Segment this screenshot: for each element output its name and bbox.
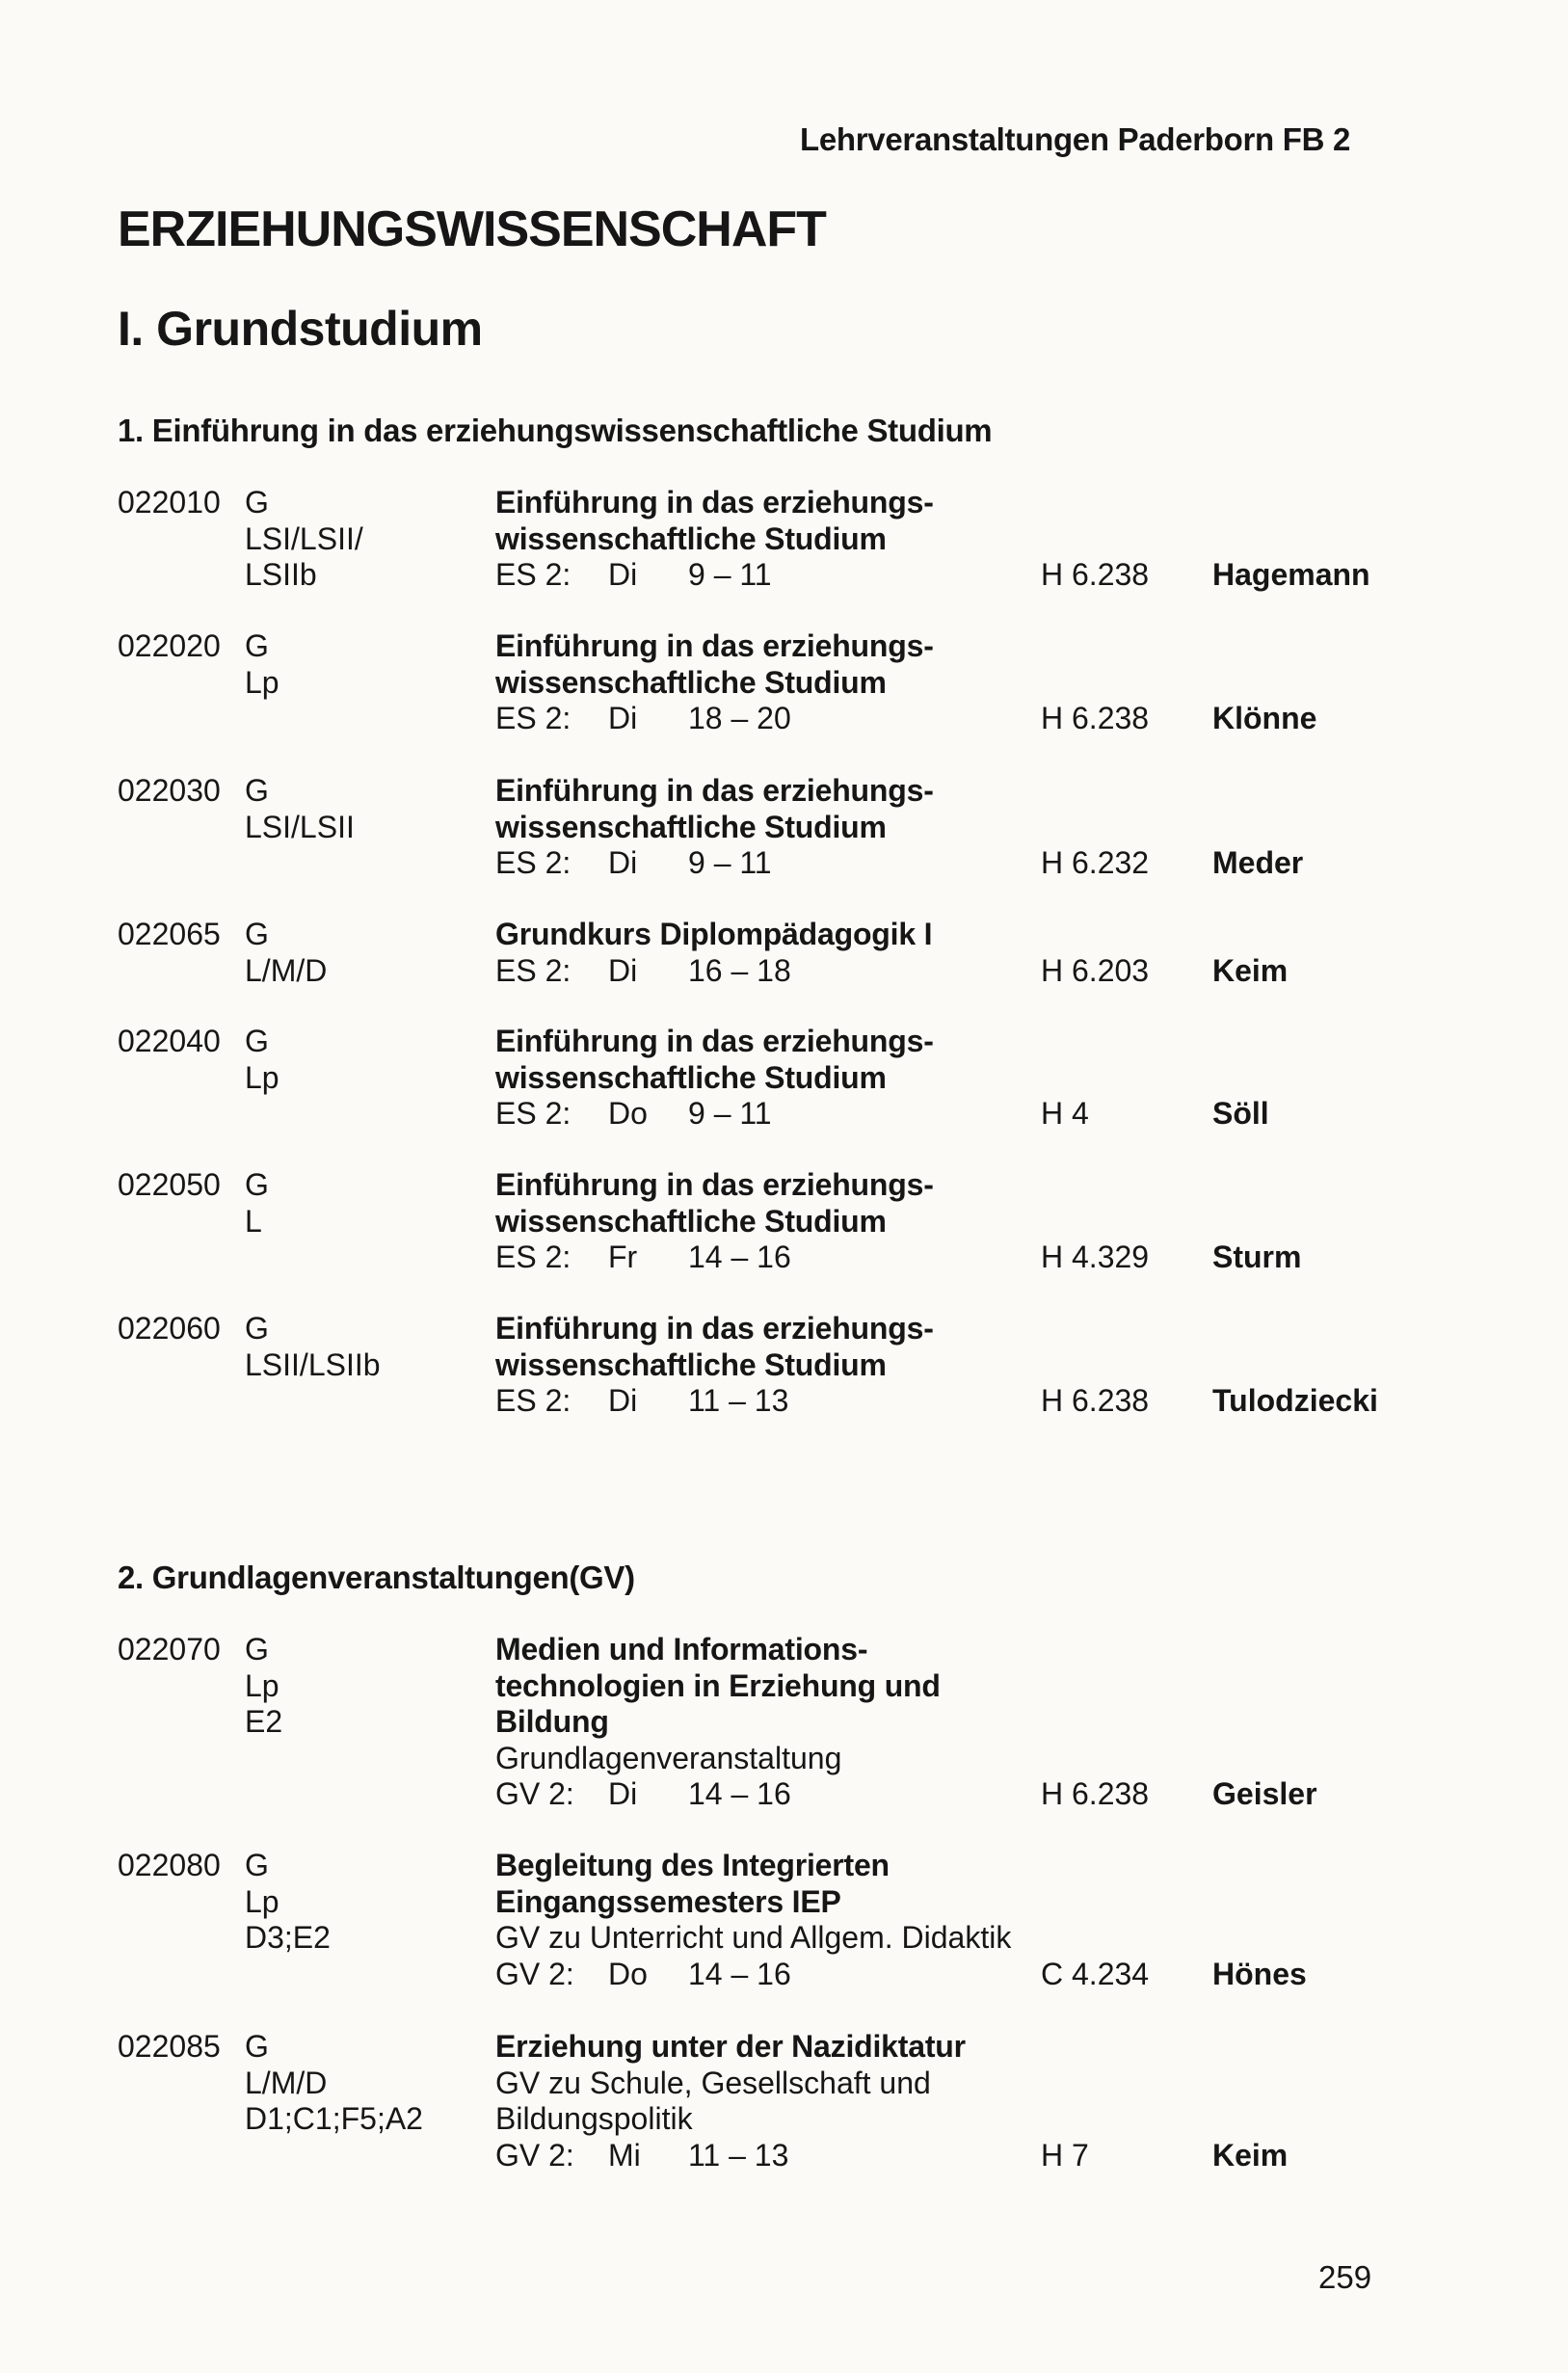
course-audience: [245, 810, 355, 846]
course-time: 18 – 20: [688, 701, 791, 735]
course-title-line: wissenschaftliche Studium: [495, 664, 887, 700]
course-note-line: GV zu Unterricht und Allgem. Didaktik: [495, 1920, 1012, 1955]
course-title-line: technologien in Erziehung und: [495, 1667, 941, 1703]
course-room: H 6.238: [1041, 557, 1150, 592]
audience-line: Lp: [245, 664, 279, 700]
course-details: [495, 1024, 1035, 1133]
course-audience: [245, 953, 327, 990]
course-kind: ES 2:: [495, 845, 571, 880]
course-audience: [245, 1347, 381, 1384]
page-number: 259: [1318, 2259, 1372, 2295]
audience-line: E2: [245, 1704, 283, 1739]
audience-line: Lp: [245, 1059, 279, 1095]
department-title: ERZIEHUNGSWISSENSCHAFT: [118, 201, 826, 257]
course-details: [495, 628, 1035, 737]
course-time: 9 – 11: [688, 557, 772, 592]
course-audience: [245, 2066, 423, 2138]
course-kind: ES 2:: [495, 1383, 571, 1418]
course-day: Di: [608, 557, 638, 592]
course-day: Do: [608, 1956, 648, 1991]
course-room: H 4: [1041, 1096, 1089, 1131]
part-title: I. Grundstudium: [118, 302, 483, 356]
course-schedule: [495, 1096, 1035, 1133]
course-number: 022050: [118, 1167, 221, 1202]
course-day: Mi: [608, 2137, 641, 2173]
course-time: 11 – 13: [688, 1383, 789, 1418]
audience-line: D3;E2: [245, 1920, 331, 1955]
course-time: 9 – 11: [688, 845, 772, 880]
course-title-line: Eingangssemesters IEP: [495, 1883, 841, 1919]
course-note-line: Bildungspolitik: [495, 2101, 693, 2136]
course-number: 022010: [118, 485, 221, 520]
course-kind: GV 2:: [495, 1776, 574, 1811]
course-title-line: Einführung in das erziehungs-: [495, 1024, 934, 1058]
course-room: C 4.234: [1041, 1956, 1150, 1991]
course-schedule: [495, 701, 1035, 737]
course-number: 022080: [118, 1848, 221, 1882]
course-number: 022070: [118, 1632, 221, 1666]
course-title-line: Einführung in das erziehungs-: [495, 485, 934, 520]
course-kind: GV 2:: [495, 1956, 574, 1991]
course-kind: ES 2:: [495, 1096, 571, 1131]
course-day: Fr: [608, 1240, 638, 1274]
course-lecturer: Sturm: [1212, 1240, 1302, 1274]
course-note-line: Grundlagenveranstaltung: [495, 1740, 842, 1775]
course-kind: GV 2:: [495, 2137, 574, 2173]
course-room: H 6.238: [1041, 701, 1150, 735]
course-audience: [245, 1884, 331, 1957]
course-type: G: [245, 917, 269, 951]
course-type: G: [245, 1311, 269, 1346]
course-time: 11 – 13: [688, 2137, 789, 2173]
course-title-line: Medien und Informations-: [495, 1632, 868, 1666]
course-title-line: Bildung: [495, 1704, 609, 1739]
section-title: 1. Einführung in das erziehungswissenschaftliche Studium: [118, 413, 993, 448]
course-kind: ES 2:: [495, 1240, 571, 1274]
course-audience: [245, 521, 363, 594]
course-time: 14 – 16: [688, 1240, 791, 1274]
course-room: H 6.238: [1041, 1776, 1150, 1811]
course-lecturer: Söll: [1212, 1096, 1269, 1131]
course-number: 022065: [118, 917, 221, 951]
course-kind: ES 2:: [495, 557, 571, 592]
course-title-line: wissenschaftliche Studium: [495, 809, 887, 844]
running-header: Lehrveranstaltungen Paderborn FB 2: [800, 121, 1351, 157]
section-title: 2. Grundlagenveranstaltungen(GV): [118, 1560, 635, 1595]
course-details: [495, 773, 1035, 882]
course-title-line: Einführung in das erziehungs-: [495, 628, 934, 663]
course-number: 022060: [118, 1311, 221, 1346]
course-time: 9 – 11: [688, 1096, 772, 1131]
course-number: 022085: [118, 2029, 221, 2064]
course-number: 022040: [118, 1024, 221, 1058]
course-number: 022020: [118, 628, 221, 663]
course-room: H 6.203: [1041, 952, 1150, 988]
course-time: 16 – 18: [688, 952, 791, 988]
course-lecturer: Hönes: [1212, 1956, 1307, 1991]
course-schedule: [495, 1383, 1035, 1420]
course-title-line: wissenschaftliche Studium: [495, 1346, 887, 1382]
course-title-line: wissenschaftliche Studium: [495, 1203, 887, 1239]
course-type: G: [245, 1167, 269, 1202]
course-type: G: [245, 773, 269, 808]
audience-line: LSIIb: [245, 557, 317, 592]
audience-line: LSII/LSIIb: [245, 1346, 381, 1382]
course-details: [495, 917, 1035, 989]
course-details: [495, 2029, 1035, 2173]
course-type: G: [245, 1632, 269, 1666]
course-lecturer: Keim: [1212, 2137, 1289, 2173]
course-details: [495, 485, 1035, 594]
course-title-line: wissenschaftliche Studium: [495, 520, 887, 556]
course-lecturer: Tulodziecki: [1212, 1383, 1378, 1418]
course-number: 022030: [118, 773, 221, 808]
course-audience: [245, 1668, 282, 1741]
course-room: H 7: [1041, 2137, 1089, 2173]
course-time: 14 – 16: [688, 1956, 791, 1991]
course-title-line: Einführung in das erziehungs-: [495, 1311, 934, 1346]
course-details: [495, 1311, 1035, 1420]
course-schedule: [495, 1240, 1035, 1276]
audience-line: LSI/LSII: [245, 809, 355, 844]
course-schedule: [495, 845, 1035, 882]
course-day: Di: [608, 952, 638, 988]
course-schedule: [495, 1776, 1035, 1813]
course-audience: [245, 1204, 262, 1240]
course-lecturer: Meder: [1212, 845, 1304, 880]
course-lecturer: Keim: [1212, 952, 1289, 988]
audience-line: Lp: [245, 1883, 279, 1919]
course-audience: [245, 665, 279, 702]
audience-line: D1;C1;F5;A2: [245, 2101, 423, 2136]
course-audience: [245, 1060, 279, 1097]
course-type: G: [245, 1024, 269, 1058]
course-schedule: [495, 953, 1035, 990]
course-day: Di: [608, 845, 638, 880]
course-type: G: [245, 628, 269, 663]
course-kind: ES 2:: [495, 701, 571, 735]
audience-line: Lp: [245, 1667, 279, 1703]
course-room: H 6.238: [1041, 1383, 1150, 1418]
audience-line: L/M/D: [245, 2065, 328, 2100]
course-type: G: [245, 485, 269, 520]
course-details: [495, 1848, 1035, 1992]
course-room: H 4.329: [1041, 1240, 1150, 1274]
course-room: H 6.232: [1041, 845, 1150, 880]
course-title-line: Einführung in das erziehungs-: [495, 1167, 934, 1202]
course-kind: ES 2:: [495, 952, 571, 988]
course-day: Di: [608, 701, 638, 735]
course-day: Di: [608, 1776, 638, 1811]
course-day: Do: [608, 1096, 648, 1131]
course-time: 14 – 16: [688, 1776, 791, 1811]
course-schedule: [495, 557, 1035, 594]
course-title-line: Grundkurs Diplompädagogik I: [495, 917, 933, 951]
course-schedule: [495, 1957, 1035, 1993]
course-details: [495, 1167, 1035, 1276]
course-schedule: [495, 2138, 1035, 2174]
course-type: G: [245, 1848, 269, 1882]
course-details: [495, 1632, 1035, 1813]
audience-line: L: [245, 1203, 262, 1239]
course-title-line: Einführung in das erziehungs-: [495, 773, 934, 808]
course-note-line: GV zu Schule, Gesellschaft und: [495, 2065, 931, 2100]
course-lecturer: Klönne: [1212, 701, 1317, 735]
course-type: G: [245, 2029, 269, 2064]
course-day: Di: [608, 1383, 638, 1418]
course-title-line: wissenschaftliche Studium: [495, 1059, 887, 1095]
audience-line: LSI/LSII/: [245, 520, 363, 556]
course-title-line: Begleitung des Integrierten: [495, 1848, 890, 1882]
audience-line: L/M/D: [245, 952, 328, 988]
course-title-line: Erziehung unter der Nazidiktatur: [495, 2029, 966, 2064]
course-lecturer: Hagemann: [1212, 557, 1370, 592]
course-lecturer: Geisler: [1212, 1776, 1317, 1811]
